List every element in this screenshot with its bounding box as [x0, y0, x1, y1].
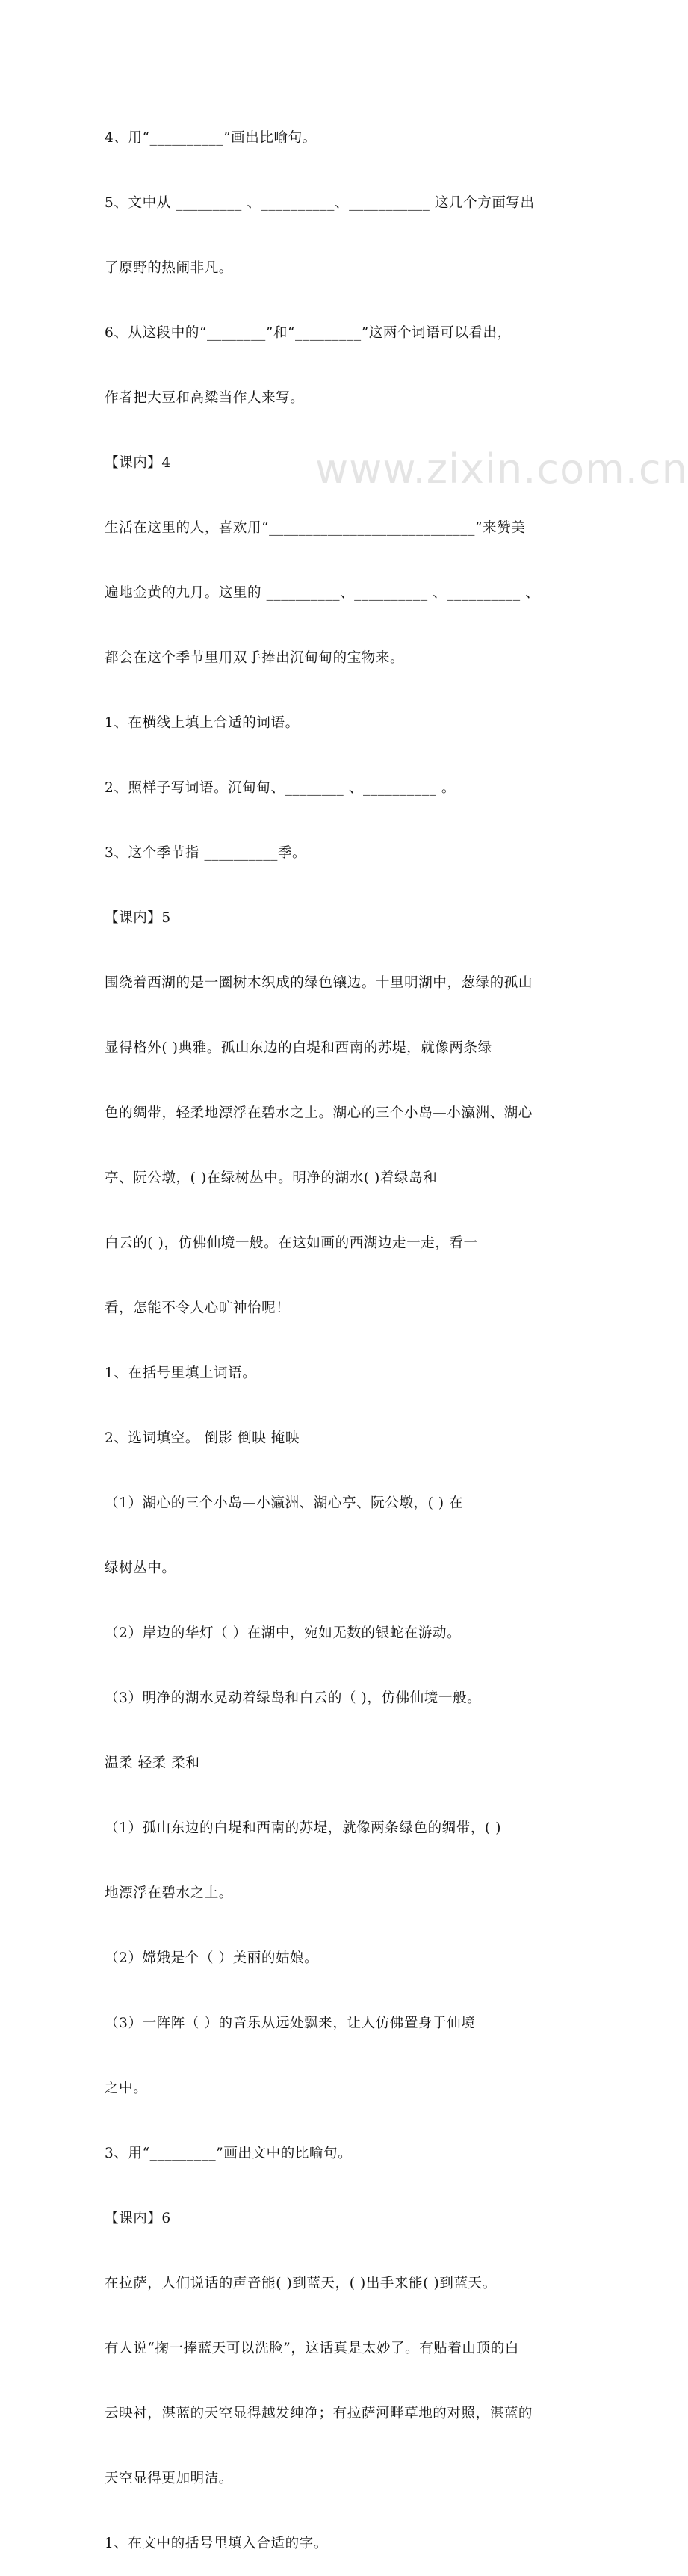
text-line: （1）湖心的三个小岛—小瀛洲、湖心亭、阮公墩，( ) 在 [105, 1495, 464, 1511]
text-line: 绿树丛中。 [105, 1560, 176, 1576]
text-line: 4、用“__________”画出比喻句。 [105, 130, 317, 146]
text-line: 作者把大豆和高粱当作人来写。 [105, 390, 305, 406]
text-line: 遍地金黄的九月。这里的 __________、__________ 、__________ 、 [105, 585, 540, 601]
text-line: （1）孤山东边的白堤和西南的苏堤，就像两条绿色的绸带，( ) [105, 1820, 502, 1836]
text-line: 了原野的热闹非凡。 [105, 260, 233, 276]
text-line: （2）岸边的华灯（ ）在湖中，宛如无数的银蛇在游动。 [105, 1625, 462, 1641]
text-line: 显得格外( )典雅。孤山东边的白堤和西南的苏堤，就像两条绿 [105, 1040, 492, 1056]
text-line: 1、在横线上填上合适的词语。 [105, 715, 300, 731]
text-line: 2、选词填空。 倒影 倒映 掩映 [105, 1430, 300, 1446]
text-line: 白云的( )，仿佛仙境一般。在这如画的西湖边走一走，看一 [105, 1235, 478, 1251]
section-heading: 【课内】5 [105, 910, 171, 926]
text-line: 有人说“掬一捧蓝天可以洗脸”，这话真是太妙了。有贴着山顶的白 [105, 2341, 519, 2356]
text-line: 围绕着西湖的是一圈树木织成的绿色镶边。十里明湖中，葱绿的孤山 [105, 975, 533, 991]
section-heading: 【课内】4 [105, 455, 171, 471]
text-line: 5、文中从 _________ 、__________、___________ 这几个方面写出 [105, 195, 535, 211]
text-line: 云映衬，湛蓝的天空显得越发纯净；有拉萨河畔草地的对照，湛蓝的 [105, 2406, 533, 2421]
text-line: 2、照样子写词语。沉甸甸、________ 、__________ 。 [105, 780, 456, 796]
text-line: （3）一阵阵（ ）的音乐从远处飘来，让人仿佛置身于仙境 [105, 2016, 476, 2031]
text-line: （2）嫦娥是个（ ）美丽的姑娘。 [105, 1950, 319, 1966]
text-line: 3、这个季节指 __________季。 [105, 845, 307, 861]
watermark: www.zixin.com.cn [315, 445, 688, 492]
text-line: 亭、阮公墩，( )在绿树丛中。明净的湖水( )着绿岛和 [105, 1170, 438, 1186]
text-line: 地漂浮在碧水之上。 [105, 1885, 233, 1901]
text-line: 1、在括号里填上词语。 [105, 1365, 257, 1381]
text-line: 3、用“_________”画出文中的比喻句。 [105, 2146, 353, 2161]
text-line: （3）明净的湖水晃动着绿岛和白云的（ )，仿佛仙境一般。 [105, 1690, 482, 1706]
section-heading: 【课内】6 [105, 2211, 171, 2226]
text-line: 之中。 [105, 2081, 148, 2096]
text-line: 在拉萨，人们说话的声音能( )到蓝天，( )出手来能( )到蓝天。 [105, 2276, 497, 2291]
text-line: 天空显得更加明洁。 [105, 2471, 233, 2486]
text-line: 都会在这个季节里用双手捧出沉甸甸的宝物来。 [105, 650, 405, 666]
text-line: 色的绸带，轻柔地漂浮在碧水之上。湖心的三个小岛—小瀛洲、湖心 [105, 1105, 533, 1121]
document-body [105, 84, 605, 2576]
text-line: 1、在文中的括号里填入合适的字。 [105, 2536, 328, 2551]
text-line: 6、从这段中的“________”和“_________”这两个词语可以看出， [105, 325, 512, 341]
text-line: 温柔 轻柔 柔和 [105, 1755, 200, 1771]
text-line: 看，怎能不令人心旷神怡呢！ [105, 1300, 291, 1316]
text-line: 生活在这里的人，喜欢用“____________________________”来赞美 [105, 520, 526, 536]
